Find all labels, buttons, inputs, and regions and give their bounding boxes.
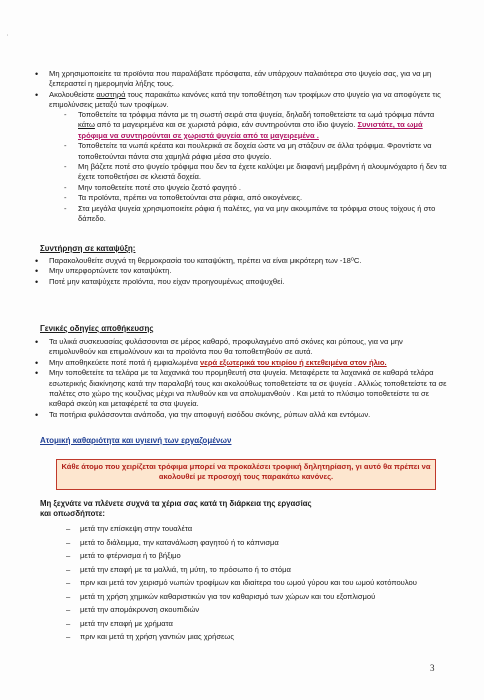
list-item: – μετά την απομάκρυνση σκουπιδιών: [64, 603, 464, 617]
hygiene-heading: Ατομική καθαριότητα και υγιεινή των εργαζομένων: [40, 436, 232, 445]
storage-list: [33, 337, 448, 420]
handwash-intro: Μη ξεχνάτε να πλένετε συχνά τα χέρια σας κατά τη διάρκεια της εργασίας και οπωσδήποτε:: [40, 499, 312, 519]
list-item: • Μη χρησιμοποιείτε τα προϊόντα που παραλάβατε πρόσφατα, εάν υπάρχουν παλαιότερα στο ψυγείο σας, για να μη ξεπεραστεί η ημερομηνία λήξης τους.: [33, 69, 448, 90]
freezer-list: [33, 256, 448, 287]
list-item: - Μην τοποθετείτε ποτέ στο ψυγείο ζεστό φαγητό .: [64, 183, 452, 193]
list-item: – πριν και μετά τη χρήση γαντιών μιας χρήσεως: [64, 630, 464, 644]
warning-line: ακολουθεί με προσοχή τους παρακάτω κανόνες.: [158, 472, 334, 482]
list-item: – μετά το διάλειμμα, την κατανάλωση φαγητού ή το κάπνισμα: [64, 536, 464, 550]
storage-heading: Γενικές οδηγίες αποθήκευσης: [40, 324, 154, 333]
list-item: • Ποτέ μην καταψύχετε προϊόντα, που είχαν προηγουμένως αποψυχθεί.: [33, 277, 448, 287]
list-item: – μετά το φτέρνισμα ή το βήξιμο: [64, 549, 464, 563]
list-item: – μετά την επαφή με τα μαλλιά, τη μύτη, το πρόσωπο ή το στόμα: [64, 563, 464, 577]
corner-mark: ʻ: [7, 35, 9, 41]
list-item: - Τοποθετείτε τα νωπά κρέατα και πουλερικά σε δοχεία ώστε να μη στάζουν σε άλλα τρόφιμα. Φροντίστε να τοποθετούνται πάντα στα χαμηλά ράφια μέσα στο ψυγείο.: [64, 141, 452, 162]
list-item: • Τα ποτήρια φυλάσσονται ανάποδα, για την αποφυγή εισόδου σκόνης, ρύπων αλλά και εντόμων.: [33, 410, 448, 420]
list-item: - Τα προϊόντα, πρέπει να τοποθετούνται στα ράφια, από οικογένειες.: [64, 193, 452, 203]
list-item: – μετά τη χρήση χημικών καθαριστικών για τον καθαρισμό των χώρων και του εξοπλισμού: [64, 590, 464, 604]
list-item: – μετά την επίσκεψη στην τουαλέτα: [64, 522, 464, 536]
highlight-text: Συνιστάτε, τα ωμά τρόφιμα να συντηρούνται σε χωριστά ψυγεία από τα μαγειρεμένα .: [78, 120, 423, 140]
list-item: • Μην τοποθετείτε τα τελάρα με τα λαχανικά του προμηθευτή στα ψυγεία. Μεταφέρετε τα λαχανικά σε καθαρά τελάρα εσωτερικής διακίνησης κατά την παραλαβή τους και ακολούθως τοποθετείστε τα σε ψυγεία . Αλλιώς τοποθετείστε τα σε παλέτες στο χώρο της κουζίνας μέχρι να πλυθούν και να απολυμανθούν . Και μετά το πλύσιμο τοποθετείστε τα σε καθαρά σκεύη και μεταφέρετέ τα στα ψυγεία.: [33, 368, 448, 410]
list-item: - Στα μεγάλα ψυγεία χρησιμοποιείτε ράφια ή παλέτες, για να μην ακουμπάνε τα τρόφιμα στους τοίχους ή στο δάπεδο.: [64, 204, 452, 225]
list-item: • Μην αποθηκεύετε ποτέ ποτά ή εμφιαλωμένα νερά εξωτερικά του κτιρίου ή εκτεθειμένα στον ήλιο.: [33, 358, 448, 368]
list-item: – μετά την επαφή με χρήματα: [64, 617, 464, 631]
storage-rules-list: [33, 69, 448, 111]
list-item: - Τοποθετείτε τα τρόφιμα πάντα με τη σωστή σειρά στα ψυγεία, δηλαδή τοποθετείστε τα ωμά τρόφιμα πάντα κάτω από τα μαγειρεμένα και σε χωριστά ράφια, εάν συντηρούνται στο ίδιο ψυγείο. Συνιστάτε, τα ωμά τρόφιμα να συντηρούνται σε χωριστά ψυγεία από τα μαγειρεμένα .: [64, 110, 452, 141]
highlight-text: νερά εξωτερικά του κτιρίου ή εκτεθειμένα στον ήλιο.: [200, 357, 387, 367]
fridge-placement-list: [64, 110, 452, 224]
list-item: • Τα υλικά συσκευασίας φυλάσσονται σε μέρος καθαρό, προφυλαγμένο από σκόνες και ρύπους, για να μην επιμολυνθούν και επιμολύνουν και τα προϊόντα που θα τοποθετηθούν σε αυτά.: [33, 337, 448, 358]
freezer-heading: Συντήρηση σε καταψύξη:: [40, 244, 136, 253]
page-number: 3: [430, 663, 435, 673]
list-item: • Ακολουθείστε αυστηρά τους παρακάτω κανόνες κατά την τοποθέτηση των τροφίμων στο ψυγείο για να αποφύγετε τις επιμολύνσεις μεταξύ των τροφίμων.: [33, 90, 448, 111]
list-item: – πριν και μετά τον χειρισμό νωπών τροφίμων και ιδιαίτερα του ωμού γύρου και του ωμού κοτόπουλου: [64, 576, 464, 590]
list-item: • Μην υπερφορτώνετε τον καταψύκτη.: [33, 266, 448, 276]
warning-line: Κάθε άτομο που χειρίζεται τρόφιμα μπορεί να προκαλέσει τροφική δηλητηρίαση, γι αυτό θα πρέπει να: [61, 462, 431, 471]
list-item: - Μη βάζετε ποτέ στο ψυγείο τρόφιμα που δεν τα έχετε καλύψει με διαφανή μεμβράνη ή αλουμινόχαρτο ή δεν τα έχετε τοποθετήσει σε κλειστά δοχεία.: [64, 162, 452, 183]
list-item: • Παρακολουθείτε συχνά τη θερμοκρασία του καταψύκτη, πρέπει να είναι μικρότερη των -18⁰C.: [33, 256, 448, 266]
handwash-list: [64, 522, 464, 644]
warning-box: [56, 459, 436, 490]
